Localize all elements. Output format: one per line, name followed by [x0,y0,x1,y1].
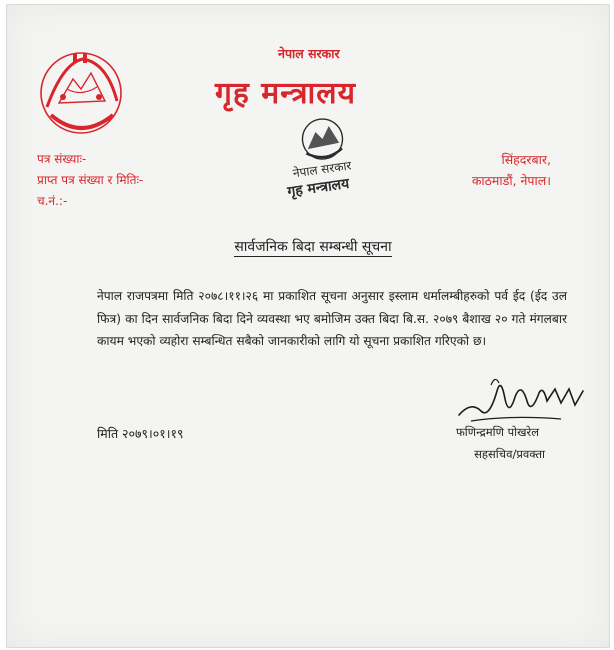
reference-block [37,149,143,212]
signatory-name: फणिन्द्रमणि पोखरेल [455,425,539,439]
letter-page [6,4,610,648]
address-line-2: काठमाडौं, नेपाल। [471,173,551,188]
notice-heading-text: सार्वजनिक बिदा सम्बन्धी सूचना [234,239,392,255]
seal-text-line-1: नेपाल सरकार [292,158,353,181]
ministry-name: गृह मन्त्रालय [215,76,357,111]
address-line-1: सिंहदरबार, [501,152,551,167]
government-name: नेपाल सरकार [278,46,340,61]
letter-number-label: पत्र संख्याः- [37,152,87,166]
ministry-seal [269,113,379,201]
dispatch-number-label: च.नं.:- [37,194,68,208]
notice-body: नेपाल राजपत्रमा मिति २०७८।११।२६ मा प्रकाशित सूचना अनुसार इस्लाम धर्मालम्बीहरुको पर्व ईद (ईद उल फित्र) का दिन सार्वजनिक बिदा दिने व्यवस्था भए बमोजिम उक्त बिदा बि.स. २०७९ बैशाख २० गते मंगलबार कायम भएको व्यहोरा सम्बन्धित सबैको जानकारीको लागि यो सूचना प्रकाशित गरिएको छ। [97,289,567,348]
notice-heading [7,237,614,256]
received-letter-label: प्राप्त पत्र संख्या र मितिः- [37,173,144,187]
address-block [472,149,551,191]
seal-text-line-2: गृह मन्त्रालय [286,175,351,201]
nepal-emblem-icon [33,45,129,141]
handwritten-signature [451,371,591,431]
signatory-title: सहसचिव/प्रवक्ता [474,447,545,461]
notice-date: मिति २०७९।०१।१९ [97,426,184,441]
